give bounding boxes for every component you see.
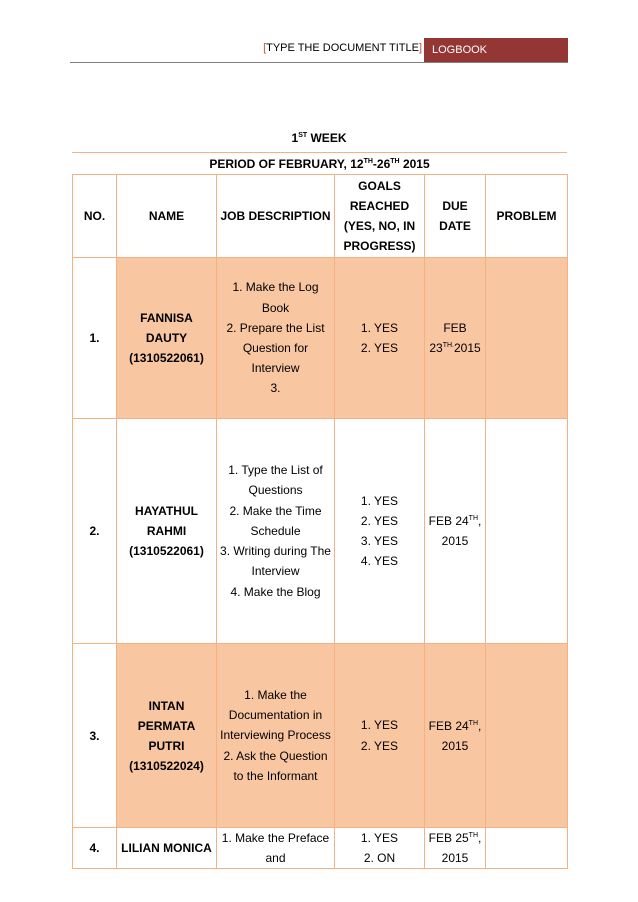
goal-item: 2. YES <box>360 738 399 753</box>
member-name: FANNISA DAUTY (1310522061) <box>117 258 217 419</box>
problem-cell <box>486 258 568 419</box>
row-number: 2. <box>73 419 117 644</box>
goals-reached <box>335 644 425 828</box>
goal-item: 1. YES <box>360 718 399 733</box>
due-date: FEB 24TH, 2015 <box>425 644 486 828</box>
job-item: 2. Prepare the List Question for Interview <box>226 320 325 376</box>
goal-item: 1. YES <box>360 493 399 508</box>
goal-item: 1. YES <box>360 831 399 845</box>
due-date: FEB 24TH, 2015 <box>425 419 486 644</box>
member-name: LILIAN MONICA <box>117 828 217 869</box>
job-item: 1. Type the List of Questions <box>228 463 323 498</box>
job-item: 1. Make the Preface and <box>221 831 330 866</box>
logbook-badge: LOGBOOK <box>424 38 568 62</box>
col-job-header: JOB DESCRIPTION <box>217 175 335 258</box>
col-no-header: NO. <box>73 175 117 258</box>
job-description <box>217 419 335 644</box>
week-heading: 1ST WEEK <box>291 131 347 145</box>
table-row <box>73 419 568 644</box>
problem-cell <box>486 828 568 869</box>
col-goals-header: GOALS REACHED (YES, NO, IN PROGRESS) <box>335 175 425 258</box>
row-number: 4. <box>73 828 117 869</box>
goal-item: 4. YES <box>360 554 399 569</box>
job-item: 3. <box>270 381 281 396</box>
problem-cell <box>486 644 568 828</box>
member-name: INTAN PERMATA PUTRI (1310522024) <box>117 644 217 828</box>
goal-item: 1. YES <box>360 320 399 335</box>
page-header <box>70 38 568 63</box>
logbook-table <box>72 174 568 869</box>
goals-reached <box>335 828 425 869</box>
member-name: HAYATHUL RAHMI (1310522061) <box>117 419 217 644</box>
col-due-header: DUE DATE <box>425 175 486 258</box>
goal-item: 3. YES <box>360 534 399 548</box>
job-description <box>217 644 335 828</box>
table-row <box>73 258 568 419</box>
job-item: 1. Make the Log Book <box>232 280 319 315</box>
job-item: 2. Ask the Question to the Informant <box>223 748 328 783</box>
due-date: FEB $23^{TH.}2015$ <box>425 258 486 419</box>
goals-reached <box>335 258 425 419</box>
row-number: 3. <box>73 644 117 828</box>
goal-item: 2. YES <box>360 341 399 355</box>
table-row <box>73 828 568 869</box>
goal-item: 2. ON <box>363 851 396 866</box>
goals-reached <box>335 419 425 644</box>
col-problem-header: PROBLEM <box>486 175 568 258</box>
document-title: [TYPE THE DOCUMENT TITLE] <box>263 42 422 54</box>
table-row <box>73 644 568 828</box>
row-number: 1. <box>73 258 117 419</box>
job-description <box>217 828 335 869</box>
job-item: 4. Make the Blog <box>230 584 321 599</box>
job-item: 3. Writing during The Interview <box>220 544 331 579</box>
period-heading: PERIOD OF FEBRUARY, 12TH-26TH 2015 <box>72 152 567 175</box>
problem-cell <box>486 419 568 644</box>
col-name-header: NAME <box>117 175 217 258</box>
job-item: 2. Make the Time Schedule <box>229 503 322 538</box>
job-description <box>217 258 335 419</box>
job-item: 1. Make the Documentation in Interviewing Process <box>220 687 331 743</box>
due-date: FEB 25TH, 2015 <box>425 828 486 869</box>
goal-item: 2. YES <box>360 513 399 528</box>
table-header-row <box>73 175 568 258</box>
